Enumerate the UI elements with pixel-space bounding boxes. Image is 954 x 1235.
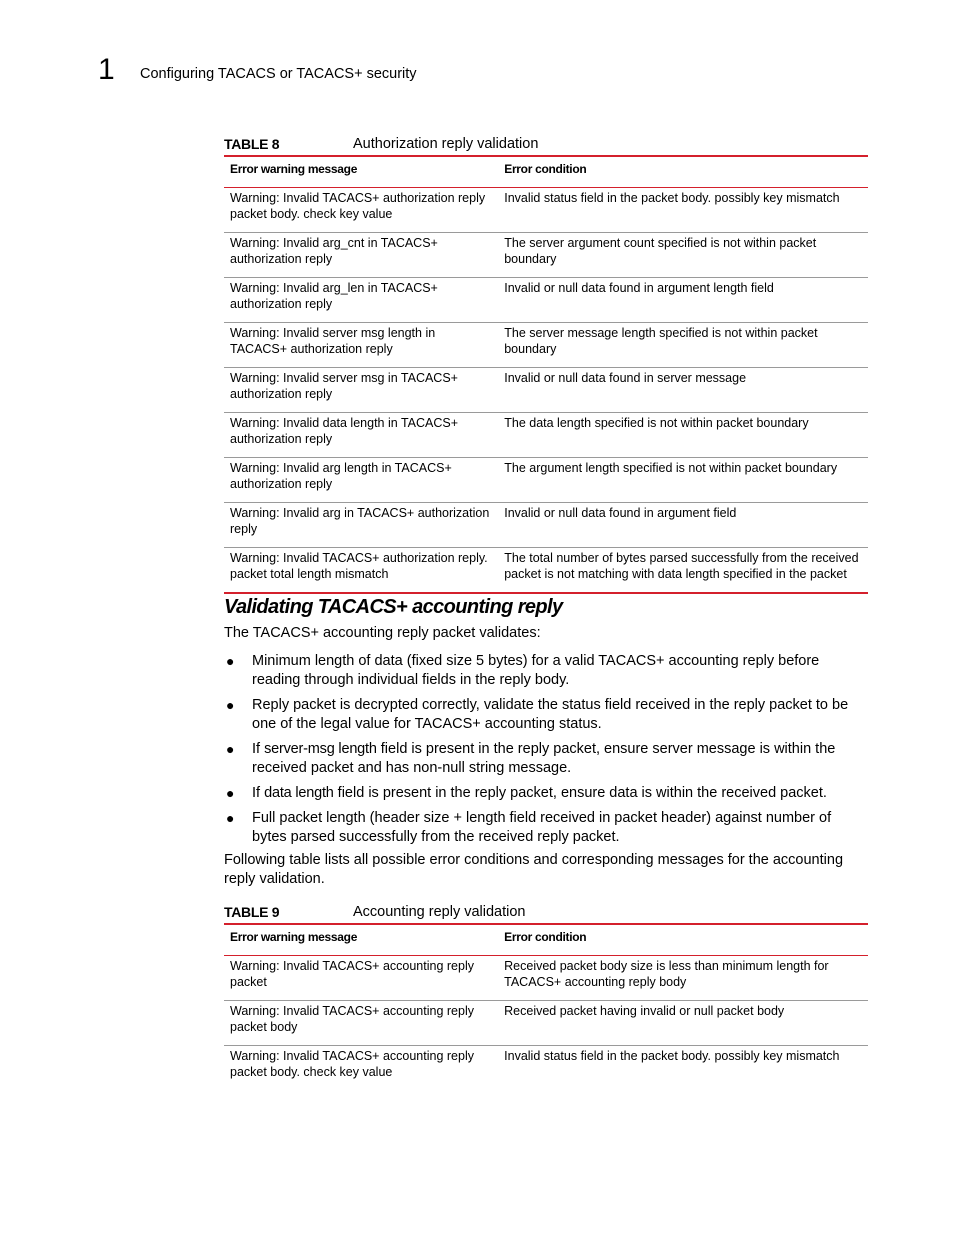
bullet-list: [224, 652, 868, 847]
error-condition-cell: Received packet having invalid or null packet body: [498, 1000, 868, 1045]
keyword-server-msg-length: server-msg length: [264, 741, 377, 757]
table-row: [224, 187, 868, 232]
error-condition-cell: The data length specified is not within packet boundary: [498, 412, 868, 457]
bullet-text: Minimum length of data (fixed size 5 bytes) for a valid TACACS+ accounting reply before reading through individual fields in the reply body.: [252, 653, 820, 688]
table-row: [224, 367, 868, 412]
table8-caption: [224, 135, 868, 155]
error-message-cell: Warning: Invalid arg_cnt in TACACS+ authorization reply: [224, 232, 498, 277]
list-item: [224, 784, 868, 803]
list-item: [224, 696, 868, 734]
error-message-cell: Warning: Invalid server msg length in TACACS+ authorization reply: [224, 322, 498, 367]
error-condition-cell: The argument length specified is not within packet boundary: [498, 457, 868, 502]
list-item: [224, 652, 868, 690]
error-message-cell: Warning: Invalid arg_len in TACACS+ authorization reply: [224, 277, 498, 322]
bullet-icon: ●: [226, 810, 235, 826]
section-outro: Following table lists all possible error conditions and corresponding messages for the accounting reply validation.: [224, 852, 844, 887]
table-row: [224, 502, 868, 547]
error-condition-cell: The total number of bytes parsed successfully from the received packet is not matching with data length specified in the packet: [504, 550, 859, 581]
table9-col-message: Error warning message: [224, 924, 498, 955]
error-message-cell: Warning: Invalid TACACS+ accounting reply packet: [224, 955, 498, 1000]
error-message-cell: Warning: Invalid TACACS+ authorization reply. packet total length mismatch: [230, 550, 488, 581]
error-message-cell: Warning: Invalid arg length in TACACS+ authorization reply: [224, 457, 498, 502]
table-row: [224, 457, 868, 502]
table8-label: TABLE 8: [224, 136, 280, 152]
table-row: [224, 322, 868, 367]
bullet-text: If: [252, 785, 265, 801]
error-condition-cell: The server argument count specified is not within packet boundary: [498, 232, 868, 277]
table-row: [224, 232, 868, 277]
table8-block: [224, 135, 868, 594]
table-row: [224, 1000, 868, 1045]
error-message-cell: Warning: Invalid TACACS+ accounting reply packet body: [224, 1000, 498, 1045]
table9-caption: [224, 903, 868, 923]
bullet-text: If: [252, 741, 265, 757]
table-row: [224, 1045, 868, 1090]
list-item: [224, 809, 868, 847]
error-condition-cell: Invalid status field in the packet body. possibly key mismatch: [504, 1048, 840, 1063]
bullet-text: field is present in the reply packet, ensure server message is within the received packet and has non-null string message.: [252, 741, 836, 776]
table9-title: Accounting reply validation: [353, 904, 526, 920]
table9-header-row: [224, 924, 868, 955]
table9: [224, 923, 868, 1090]
bullet-icon: ●: [226, 653, 235, 669]
error-condition-cell: The server message length specified is not within packet boundary: [498, 322, 868, 367]
bullet-text: field is present in the reply packet, ensure data is within the received packet.: [333, 785, 827, 801]
error-condition-cell: Invalid or null data found in server message: [498, 367, 868, 412]
chapter-title: Configuring TACACS or TACACS+ security: [140, 66, 417, 82]
section-heading: Validating TACACS+ accounting reply: [224, 596, 563, 618]
table8-title: Authorization reply validation: [353, 136, 539, 152]
error-message-cell: Warning: Invalid arg in TACACS+ authorization reply: [224, 502, 498, 547]
table8-col-message: Error warning message: [224, 156, 498, 187]
table8: [224, 155, 868, 594]
error-condition-cell: Received packet body size is less than minimum length for TACACS+ accounting reply body: [498, 955, 868, 1000]
error-condition-cell: Invalid status field in the packet body. possibly key mismatch: [498, 187, 868, 232]
section-intro: The TACACS+ accounting reply packet validates:: [224, 625, 541, 641]
error-condition-cell: Invalid or null data found in argument length field: [498, 277, 868, 322]
error-message-cell: Warning: Invalid data length in TACACS+ authorization reply: [224, 412, 498, 457]
bullet-icon: ●: [226, 741, 235, 757]
table9-block: [224, 903, 868, 1090]
table8-header-row: [224, 156, 868, 187]
table-row: [224, 412, 868, 457]
list-item: [224, 740, 868, 778]
error-message-cell: Warning: Invalid server msg in TACACS+ authorization reply: [224, 367, 498, 412]
bullet-icon: ●: [226, 697, 235, 713]
table9-col-condition: Error condition: [498, 924, 868, 955]
table8-col-condition: Error condition: [498, 156, 868, 187]
error-message-cell: Warning: Invalid TACACS+ accounting reply packet body. check key value: [230, 1048, 474, 1079]
error-message-cell: Warning: Invalid TACACS+ authorization reply packet body. check key value: [224, 187, 498, 232]
error-condition-cell: Invalid or null data found in argument field: [498, 502, 868, 547]
table-row: [224, 955, 868, 1000]
chapter-number: 1: [98, 53, 115, 86]
bullet-icon: ●: [226, 785, 235, 801]
table9-label: TABLE 9: [224, 904, 280, 920]
table-row: [224, 277, 868, 322]
keyword-data-length: data length: [264, 785, 334, 801]
bullet-text: Full packet length (header size + length field received in packet header) against number of bytes parsed successfully from the received reply packet.: [252, 810, 832, 845]
section-accounting-reply: [224, 594, 868, 889]
bullet-text: Reply packet is decrypted correctly, validate the status field received in the reply packet to be one of the legal value for TACACS+ accounting status.: [252, 697, 849, 732]
table-row: [224, 547, 868, 593]
